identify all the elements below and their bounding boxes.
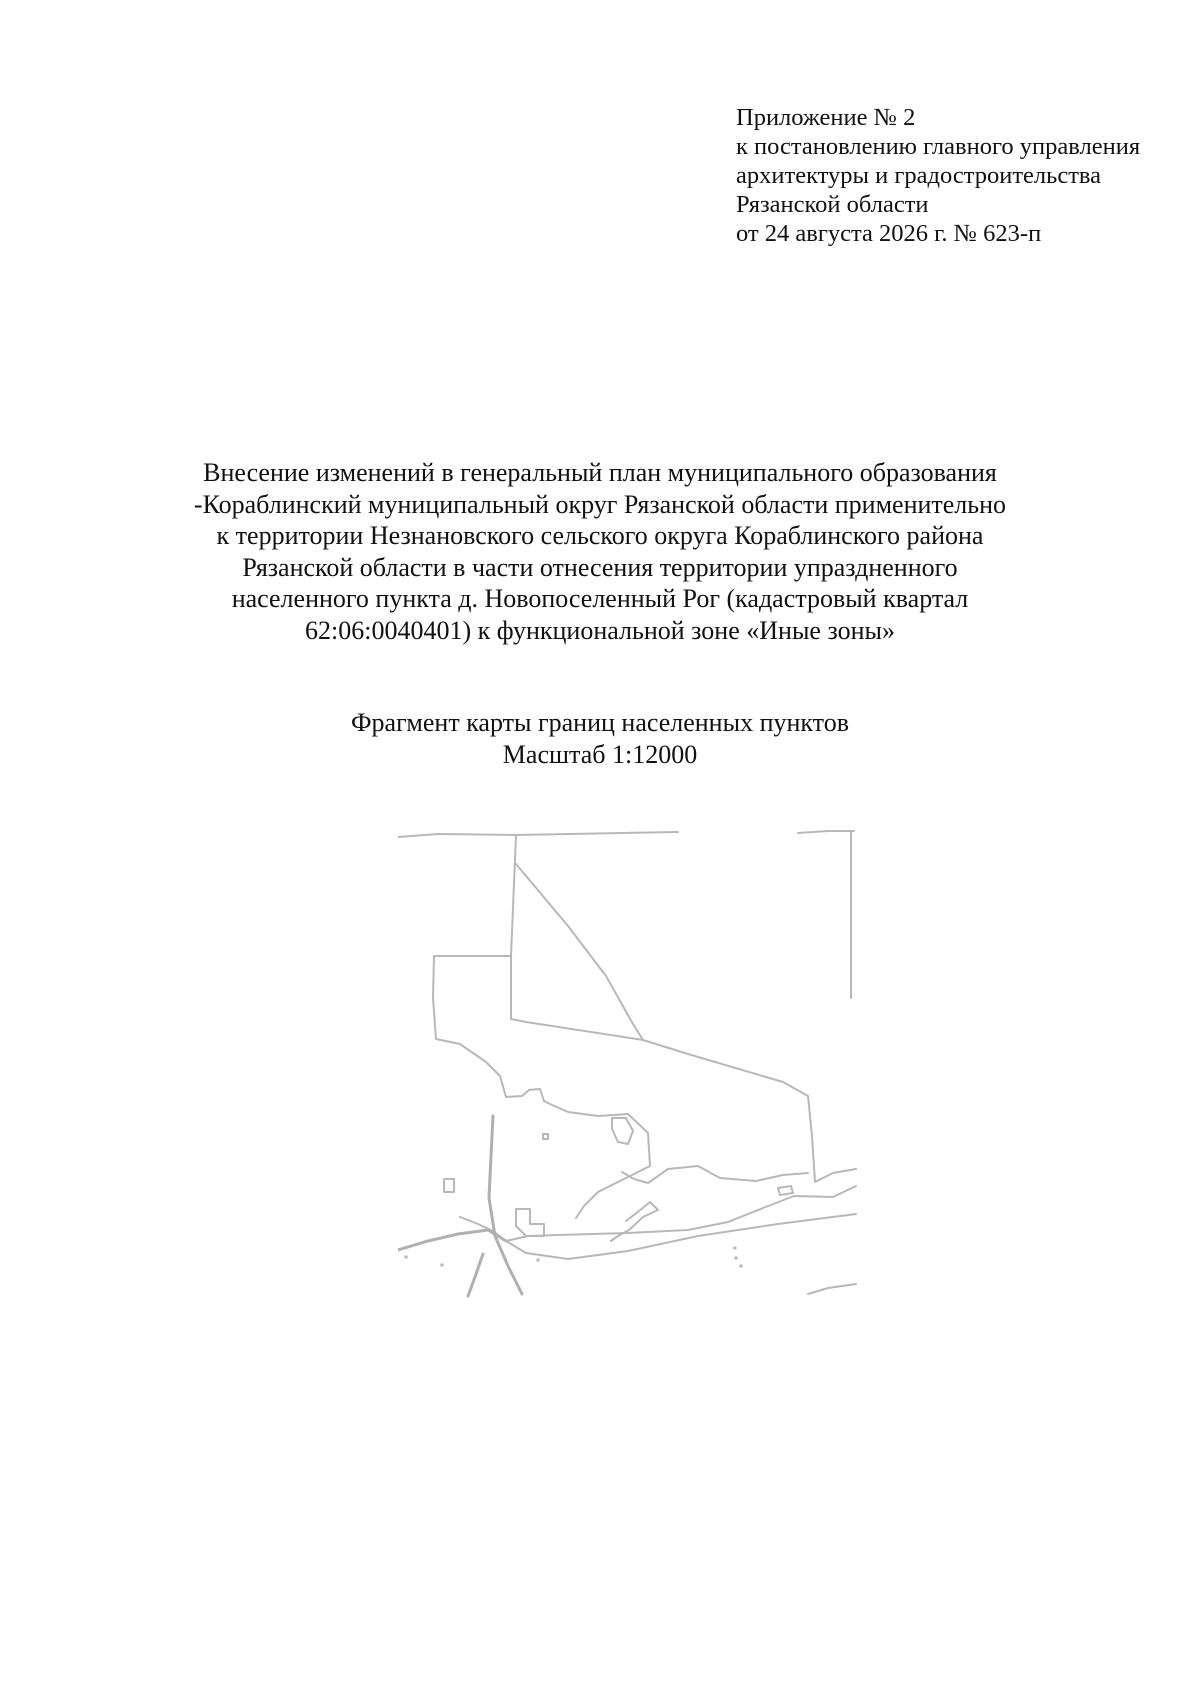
map-top-right-boundary: [798, 831, 854, 833]
map-heading: Фрагмент карты границ населенных пунктов: [351, 708, 849, 737]
map-point: [440, 1263, 444, 1267]
annex-date: от 24 августа 2026 г. № 623-п: [736, 220, 1042, 247]
title-line: к территории Незнановского сельского округа Кораблинского района: [216, 521, 984, 550]
map-point: [536, 1258, 540, 1262]
road: [398, 1230, 506, 1250]
map-caption: [150, 707, 1050, 770]
map-point: [739, 1264, 743, 1268]
road: [489, 1116, 522, 1294]
settlement-south-edge: [622, 1166, 808, 1183]
map-scale: Масштаб 1:12000: [502, 739, 698, 769]
building-outline: [516, 1209, 544, 1236]
map-diagonal-road: [516, 864, 643, 1040]
title-line: Рязанской области в части отнесения территории упраздненного: [242, 552, 958, 582]
title-line: населенного пункта д. Новопоселенный Рог (кадастровый квартал: [231, 584, 969, 613]
title-line: 62:06:0040401) к функциональной зоне «Иные зоны»: [305, 615, 895, 645]
map-bottom-right-boundary: [808, 1284, 856, 1294]
building-outline: [543, 1134, 548, 1139]
annex-header: [736, 103, 1140, 248]
document-title: [150, 457, 1050, 646]
annex-line: архитектуры и градостроительства: [736, 162, 1102, 189]
map-top-boundary: [398, 832, 678, 837]
map-point: [733, 1246, 737, 1250]
settlement-boundary-map: [398, 826, 858, 1301]
building-outline: [612, 1118, 633, 1144]
annex-line: Рязанской области: [736, 191, 929, 218]
annex-number: Приложение № 2: [736, 104, 916, 131]
settlement-polygon: [434, 956, 856, 1241]
map-point: [404, 1255, 408, 1259]
annex-line: к постановлению главного управления: [736, 133, 1141, 160]
road: [468, 1254, 483, 1296]
title-line: -Кораблинский муниципальный округ Рязанской области применительно: [193, 489, 1007, 519]
map-point: [734, 1256, 738, 1260]
map-drawing: [398, 826, 858, 1301]
building-outline: [778, 1186, 793, 1195]
title-line: Внесение изменений в генеральный план муниципального образования: [203, 458, 997, 487]
map-lower-boundary: [506, 1214, 856, 1259]
stream-curve: [611, 1202, 658, 1241]
building-outline: [444, 1179, 454, 1192]
